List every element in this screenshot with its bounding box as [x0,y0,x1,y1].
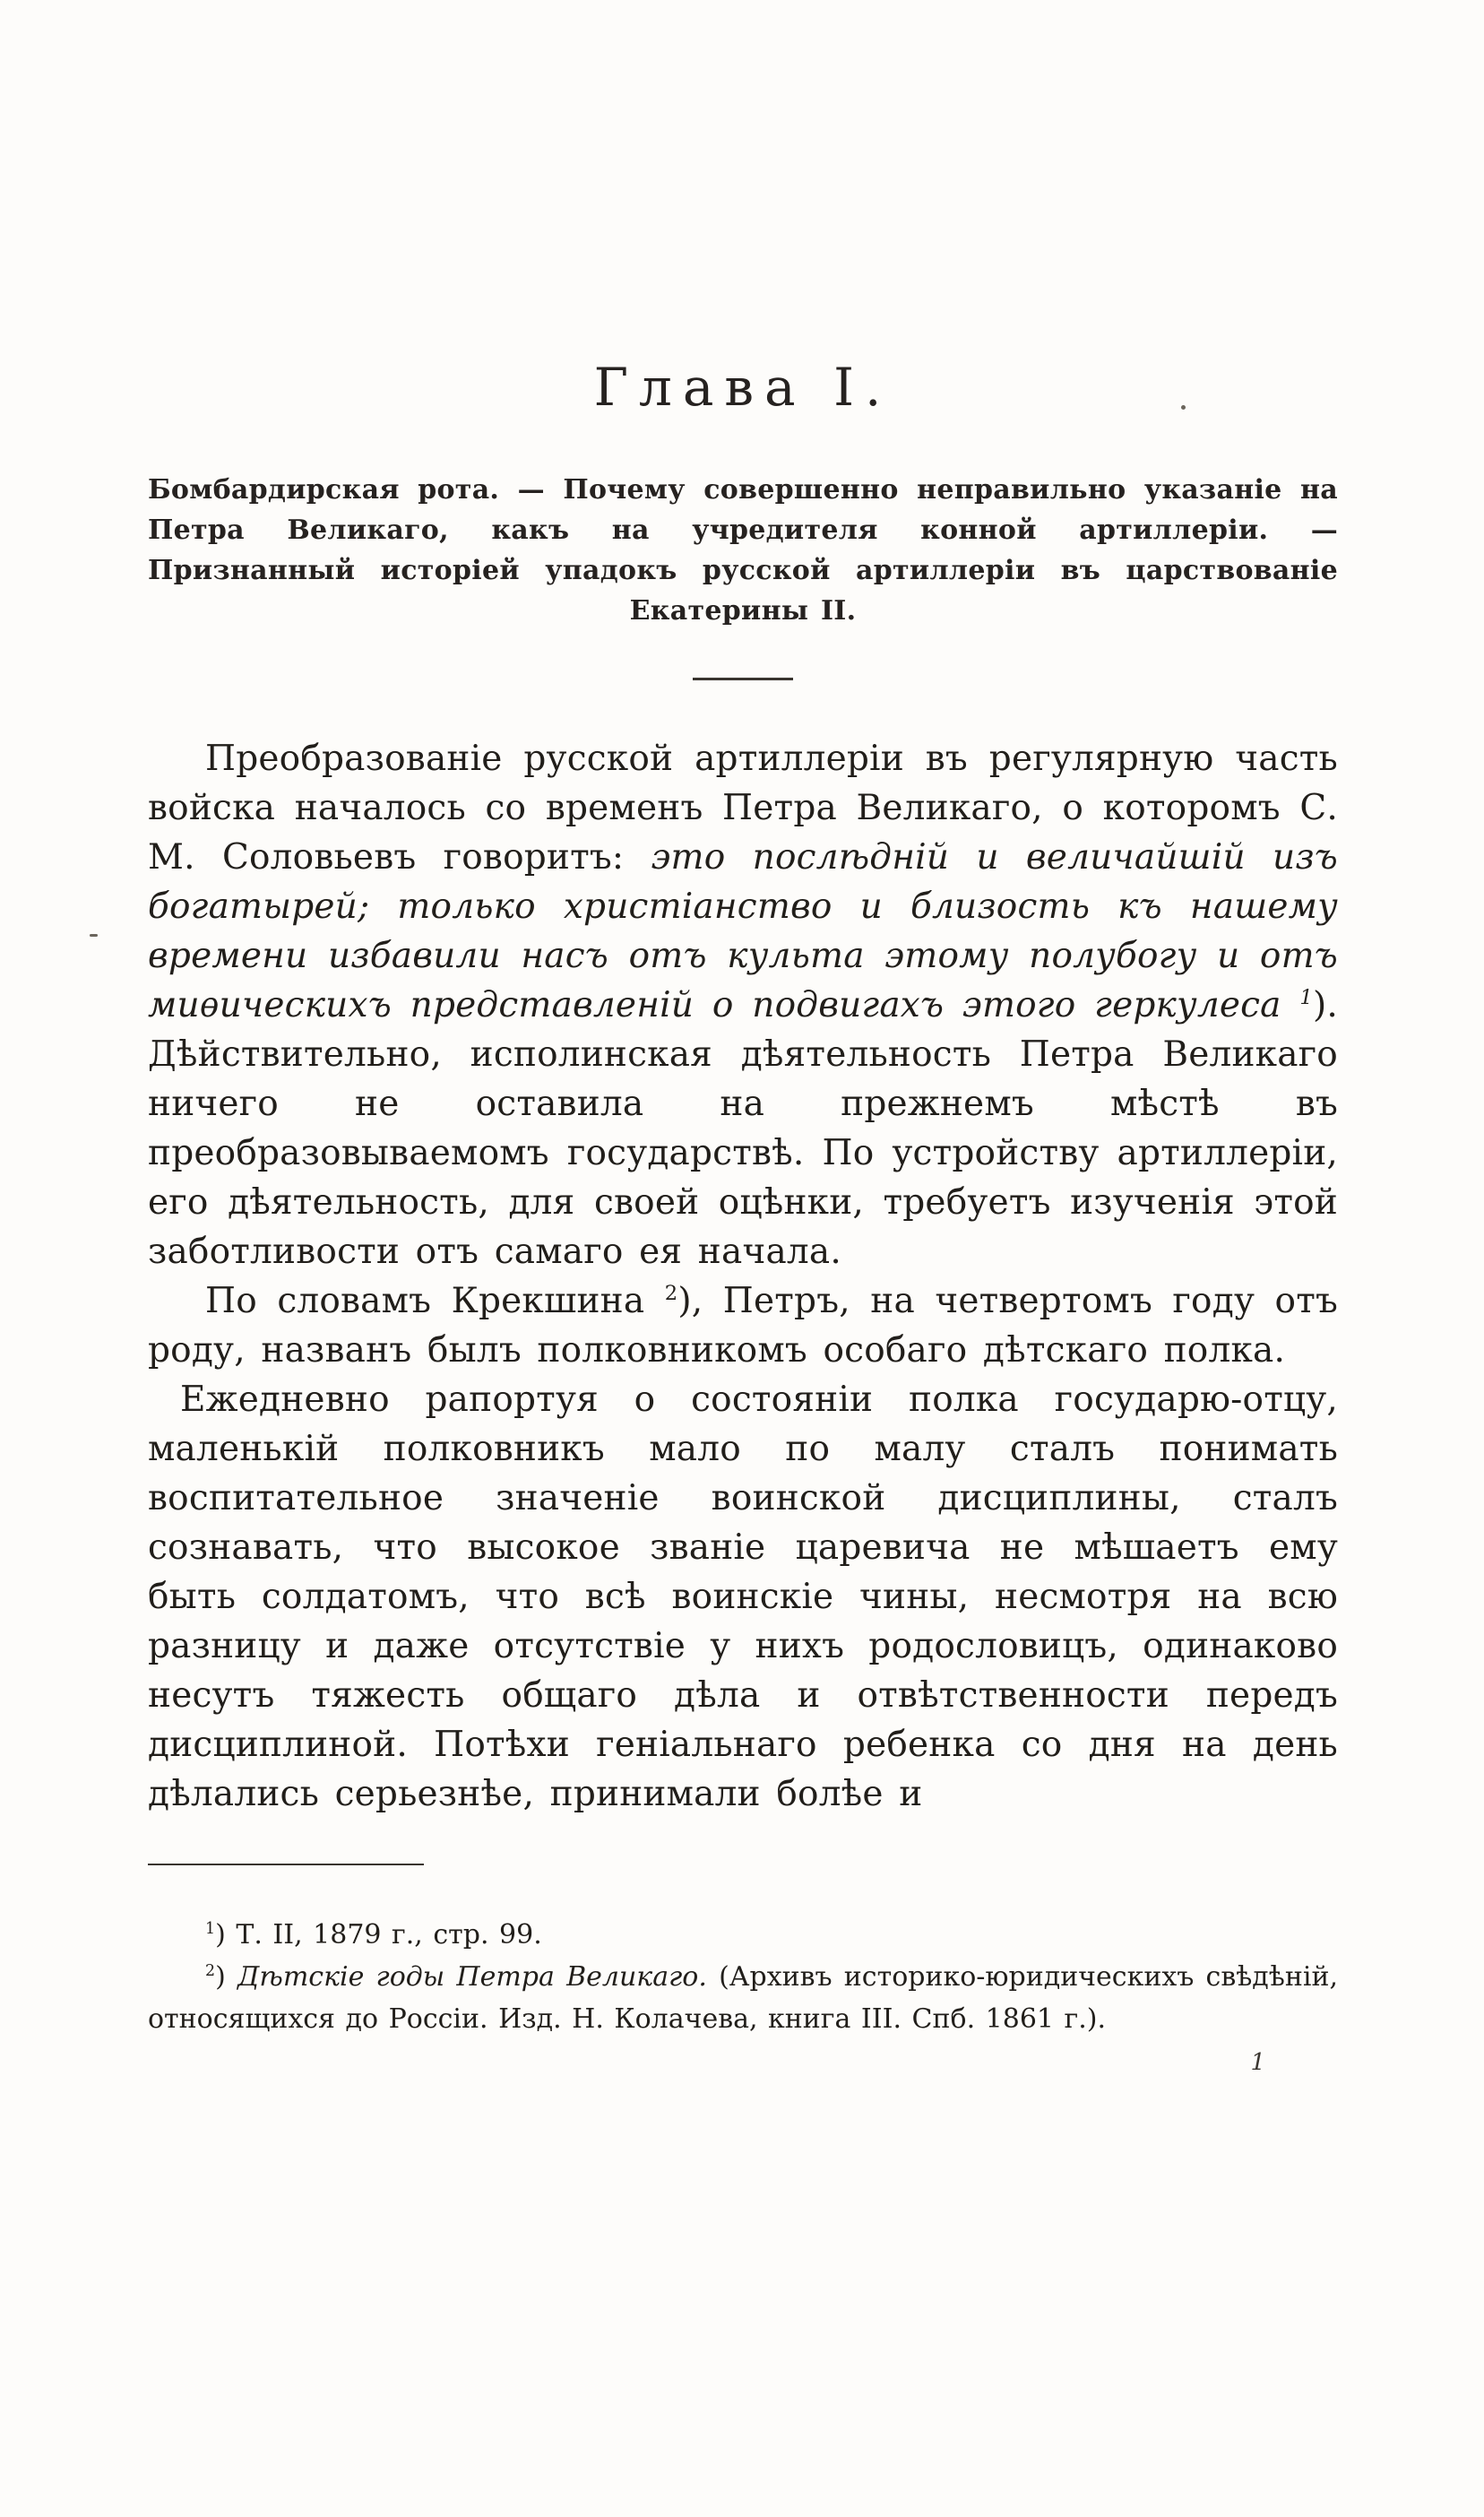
chapter-title: Глава I. [593,357,893,418]
scan-speck [1181,405,1186,410]
footnotes [148,1914,1338,2040]
body-text [148,734,1338,1819]
paragraph-2 [148,1276,1338,1375]
paragraph-1 [148,734,1338,1276]
footnote-1-text: ) Т. II, 1879 г., стр. 99. [215,1919,542,1950]
paragraph-text: ). Дѣйствительно, исполинская дѣятельность Петра Великаго ничего не оставила на прежнемъ мѣстѣ въ преобразовываемомъ государствѣ. По устройству артиллеріи, его дѣятельность, для своей оцѣнки, требуетъ изученія этой заботливости отъ самаго ея начала. [148,985,1338,1272]
footnote-rule [148,1864,424,1865]
footnote-ref-2: 2 [664,1282,678,1305]
paragraph-text: Преобразованіе русской артиллеріи въ регулярную часть войска началось со временъ Петра Великаго, о которомъ С. М. Соловьевъ говоритъ: [148,739,1338,878]
quote-italic-text: это послѣдній и величайшій изъ богатырей; только христіанство и близость къ нашему времени избавили насъ отъ культа этому полубогу и отъ миѳическихъ представленій о подвигахъ этого геркулеса [148,837,1338,1025]
paragraph-text: ), Петръ, на четвертомъ году отъ роду, названъ былъ полковникомъ особаго дѣтскаго полка. [148,1281,1338,1371]
chapter-summary: Бомбардирская рота. — Почему совершенно неправильно указаніе на Петра Великаго, какъ на учредителя конной артиллеріи. — Признанный исторіей упадокъ русской артиллеріи въ царствованіе Екатерины II. [148,474,1338,627]
footnote-2-work-title: Дѣтскіе годы Петра Великаго. [237,1961,707,1993]
paragraph-text: По словамъ Крекшина [205,1281,665,1321]
footnote-1 [148,1914,1338,1956]
footnote-2-paren: ) [215,1961,237,1993]
paragraph-3: Ежедневно рапортуя о состояніи полка государю-отцу, маленькій полковникъ мало по малу сталъ понимать воспитательное значеніе воинской дисциплины, сталъ сознавать, что высокое званіе царевича не мѣшаетъ ему быть солдатомъ, что всѣ воинскіе чины, несмотря на всю разницу и даже отсутствіе у нихъ родословицъ, одинаково несутъ тяжесть общаго дѣла и отвѣтственности передъ дисциплиной. Потѣхи геніальнаго ребенка со дня на день дѣлались серьезнѣе, принимали болѣе и [148,1380,1338,1814]
scan-speck [90,934,98,937]
footnote-1-marker: 1 [205,1920,216,1938]
signature-mark: 1 [1250,2049,1265,2076]
footnote-2-marker: 2 [205,1962,216,1980]
footnote-ref-1: 1 [1299,986,1313,1009]
section-divider [693,678,793,680]
footnote-2 [148,1956,1338,2040]
footnote-2-text: (Архивъ историко-юридическихъ свѣдѣній, относящихся до Россіи. Изд. Н. Колачева, книга III. Спб. 1861 г.). [148,1961,1338,2035]
